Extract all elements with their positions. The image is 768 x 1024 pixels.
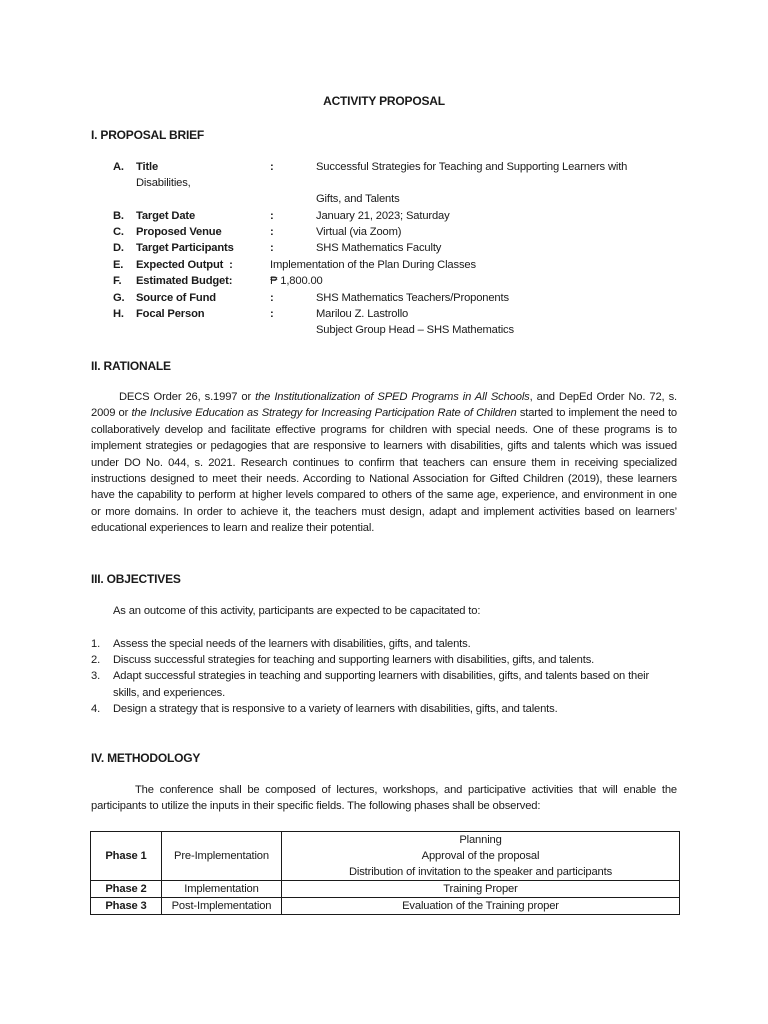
section-heading-proposal-brief: I. PROPOSAL BRIEF	[91, 128, 205, 142]
list-item	[91, 652, 677, 668]
list-item-text: Design a strategy that is responsive to a variety of learners with disabilities, gifts, and talents.	[113, 702, 558, 715]
brief-colon: :	[270, 292, 274, 304]
list-item-text: Discuss successful strategies for teaching and supporting learners with disabilities, gifts, and talents.	[113, 654, 595, 667]
rationale-text-part: started to implement the need to collaboratively develop and facilitate effective programs for children with special needs. One of these programs is to implement strategies or pedagogies that are responsive to learners with disabilities, gifts and talents which was issued under DO No. 044, s. 2021. Research continues to confirm that teachers can ensure them in receiving specialized instructions designed to meet their needs. According to National Association for Gifted Children (2019), these learners have the capability to perform at higher levels compared to others of the same age, experience, and environment in one or more domains. In order to achieve it, the teachers must design, adapt and implement activities based on learners’ educational experiences to learn and realize their potential.	[91, 407, 677, 535]
brief-colon: :	[270, 161, 274, 173]
brief-value-fund: SHS Mathematics Teachers/Proponents	[316, 292, 509, 304]
brief-value-focal-person: Marilou Z. Lastrollo	[316, 308, 409, 320]
section-heading-rationale: II. RATIONALE	[91, 359, 171, 373]
list-number: 3.	[91, 670, 101, 683]
list-item	[91, 636, 677, 652]
brief-label-focal-person: Focal Person	[136, 308, 205, 320]
brief-letter: E.	[113, 259, 124, 271]
phase-label: Phase 1	[91, 832, 162, 881]
table-row	[91, 898, 680, 915]
phase-activity: Evaluation of the Training proper	[282, 898, 680, 915]
table-row	[91, 881, 680, 898]
brief-value-title-cont: Gifts, and Talents	[316, 193, 400, 205]
brief-label-fund: Source of Fund	[136, 292, 216, 304]
rationale-citation-italic: the Inclusive Education as Strategy for Increasing Participation Rate of Children	[131, 407, 517, 420]
phase-stage: Implementation	[162, 881, 282, 898]
section-heading-objectives: III. OBJECTIVES	[91, 572, 181, 586]
rationale-text-part: , and DepEd Order No. 72, s. 2009 or	[91, 391, 677, 420]
phase-activity: Approval of the proposal	[421, 850, 540, 862]
list-number: 4.	[91, 702, 101, 715]
rationale-citation-italic: the Institutionalization of SPED Programs in All Schools	[255, 391, 530, 403]
brief-colon: :	[270, 210, 274, 222]
section-heading-methodology: IV. METHODOLOGY	[91, 751, 201, 765]
brief-value-output: Implementation of the Plan During Classes	[270, 259, 476, 271]
list-number: 1.	[91, 638, 101, 650]
brief-letter: C.	[113, 226, 124, 238]
brief-label-target-date: Target Date	[136, 210, 196, 222]
brief-letter: G.	[113, 292, 125, 304]
rationale-text	[91, 389, 677, 537]
phases-table	[90, 831, 680, 915]
brief-value-target-date: January 21, 2023; Saturday	[316, 210, 450, 222]
objectives-list	[91, 636, 677, 717]
methodology-intro: The conference shall be composed of lectures, workshops, and participative activities that will enable the participants to utilize the inputs in their specific fields. The following phases shall be observed:	[91, 784, 677, 813]
brief-colon: :	[270, 308, 274, 320]
list-item-text: Adapt successful strategies in teaching and supporting learners with disabilities, gifts, and talents based on their skills, and experiences.	[113, 670, 650, 699]
brief-letter: F.	[113, 275, 122, 287]
table-row	[91, 832, 680, 881]
phase-activity: Planning	[459, 834, 502, 846]
document-title: ACTIVITY PROPOSAL	[323, 94, 445, 108]
phase-label: Phase 3	[91, 898, 162, 915]
brief-value-title-wrap: Disabilities,	[136, 177, 191, 189]
brief-value-focal-person-role: Subject Group Head – SHS Mathematics	[316, 324, 514, 336]
methodology-paragraph	[91, 782, 677, 815]
phase-stage: Post-Implementation	[162, 898, 282, 915]
objectives-intro: As an outcome of this activity, participants are expected to be capacitated to:	[113, 605, 481, 617]
brief-label-participants: Target Participants	[136, 242, 234, 254]
rationale-text-part: DECS Order 26, s.1997 or	[119, 391, 256, 403]
phase-activity: Distribution of invitation to the speaker and participants	[348, 866, 613, 878]
brief-colon: :	[270, 226, 274, 238]
brief-value-venue: Virtual (via Zoom)	[316, 226, 402, 238]
brief-letter: H.	[113, 308, 124, 320]
brief-colon: :	[270, 242, 274, 254]
brief-label-title: Title	[136, 161, 159, 173]
brief-letter: B.	[113, 210, 124, 222]
brief-value-title: Successful Strategies for Teaching and Supporting Learners with	[316, 161, 628, 173]
brief-label-output: Expected Output :	[136, 259, 233, 271]
brief-label-budget: Estimated Budget:	[136, 275, 233, 287]
brief-letter: D.	[113, 242, 124, 254]
brief-value-budget: ₱ 1,800.00	[270, 275, 323, 287]
phase-label: Phase 2	[91, 881, 162, 898]
list-item	[91, 668, 677, 700]
phase-activities	[282, 832, 680, 881]
brief-letter: A.	[113, 161, 124, 173]
rationale-paragraph	[91, 389, 677, 537]
phase-activity: Training Proper	[282, 881, 680, 898]
brief-value-participants: SHS Mathematics Faculty	[316, 242, 442, 254]
phase-stage: Pre-Implementation	[162, 832, 282, 881]
list-item-text: Assess the special needs of the learners with disabilities, gifts, and talents.	[113, 638, 471, 650]
brief-label-venue: Proposed Venue	[136, 226, 222, 238]
list-number: 2.	[91, 654, 101, 667]
list-item	[91, 701, 677, 717]
